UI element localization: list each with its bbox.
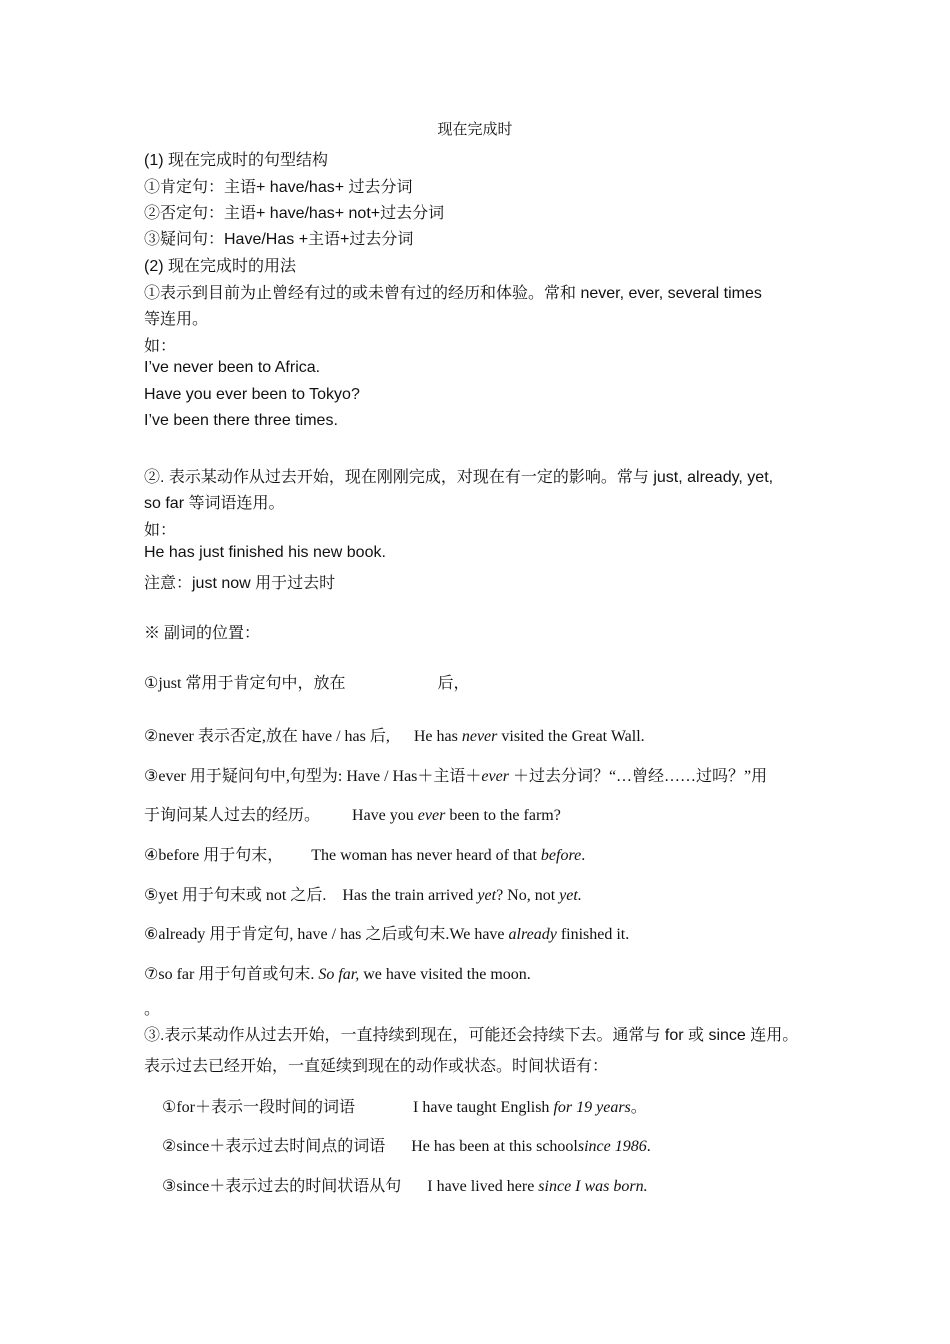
use-1-example-2: Have you ever been to Tokyo?	[144, 386, 360, 403]
negative-structure: ②否定句：主语+ have/has+ not+过去分词	[144, 205, 445, 222]
adverb-ever-example-end: been to the farm?	[445, 807, 561, 824]
question-structure: ③疑问句：Have/Has +主语+过去分词	[144, 231, 414, 248]
use-3-since-point-example-end: .	[646, 1138, 651, 1155]
use-2-text: ②. 表示某动作从过去开始，现在刚刚完成，对现在有一定的影响。常与 just, already, yet,	[144, 469, 774, 486]
adverb-never-keyword: never	[461, 728, 498, 745]
use-2-eg-label: 如：	[144, 522, 177, 539]
adverb-before-example-end: .	[581, 847, 586, 864]
section-1-heading: (1) 现在完成时的句型结构	[144, 152, 329, 169]
adverb-before-keyword: before	[540, 847, 582, 864]
adverb-so-far-keyword: So far,	[318, 966, 360, 983]
adverb-ever	[144, 763, 767, 786]
use-3-since-point-rule: ②since＋表示过去时间点的词语	[162, 1138, 386, 1155]
use-3-since-clause-keyword: since I was born.	[538, 1178, 648, 1195]
use-3-for-example-end: 。	[630, 1099, 647, 1116]
adverb-yet-keyword: yet	[477, 887, 497, 904]
adverb-yet-keyword-2: yet.	[559, 887, 582, 904]
adverb-yet	[144, 882, 582, 905]
adverb-so-far-rule: ⑦so far 用于句首或句末.	[144, 966, 319, 983]
use-3-for-example: I have taught English	[413, 1099, 554, 1116]
adverb-never-rule: ②never 表示否定,放在 have / has 后,	[144, 728, 390, 745]
adverb-never	[144, 723, 645, 746]
use-3-since-point-example: He has been at this school	[411, 1138, 578, 1155]
adverb-never-example-end: visited the Great Wall.	[497, 728, 645, 745]
use-2-example-1: He has just finished his new book.	[144, 544, 386, 561]
adverb-just-tail: 后，	[437, 675, 470, 692]
use-3-text: ③.表示某动作从过去开始，一直持续到现在，可能还会持续下去。通常与 for 或 since 连用。	[144, 1027, 799, 1044]
adverb-just-text: ①just 常用于肯定句中，放在	[144, 675, 346, 692]
use-1-example-1: I’ve never been to Africa.	[144, 359, 321, 376]
adverb-yet-example-mid: ? No, not	[496, 887, 560, 904]
adverb-so-far-example-end: we have visited the moon.	[359, 966, 531, 983]
adverb-never-example: He has	[413, 728, 462, 745]
trailing-period: 。	[144, 1001, 161, 1018]
use-3-since-clause-example: I have lived here	[427, 1178, 539, 1195]
adverb-position-heading: ※ 副词的位置：	[144, 625, 261, 642]
adverb-yet-rule: ⑤yet 用于句末或 not 之后.	[144, 887, 327, 904]
adverb-so-far	[144, 961, 531, 984]
adverb-already-rule: ⑥already 用于肯定句, have / has 之后或句末.We have	[144, 926, 509, 943]
adverb-ever-example: Have you	[352, 807, 418, 824]
adverb-before-example: The woman has never heard of that	[311, 847, 541, 864]
adverb-ever-example-keyword: ever	[417, 807, 446, 824]
affirmative-structure: ①肯定句：主语+ have/has+ 过去分词	[144, 179, 413, 196]
use-1-example-3: I’ve been there three times.	[144, 412, 338, 429]
use-3-for-rule: ①for＋表示一段时间的词语	[162, 1099, 356, 1116]
adverb-already-example-end: finished it.	[556, 926, 630, 943]
adverb-already	[144, 921, 629, 944]
section-2-heading: (2) 现在完成时的用法	[144, 258, 297, 275]
use-3-for-keyword: for 19 years	[553, 1099, 631, 1116]
use-3-since-point	[162, 1133, 651, 1156]
use-3-for	[162, 1094, 647, 1117]
adverb-yet-example: Has the train arrived	[342, 887, 478, 904]
adverb-ever-cont	[144, 802, 561, 825]
adverb-before	[144, 842, 585, 865]
adverb-just	[144, 670, 469, 693]
adverb-ever-rule-cont: 于询问某人过去的经历。	[144, 807, 321, 824]
use-1-eg-label: 如：	[144, 338, 177, 355]
use-1-text-cont: 等连用。	[144, 311, 209, 328]
use-3-since-point-keyword: since 1986	[577, 1138, 647, 1155]
adverb-ever-rule: ③ever 用于疑问句中,句型为: Have / Has＋主语＋	[144, 768, 482, 785]
use-3-since-clause	[162, 1173, 648, 1196]
adverb-before-rule: ④before 用于句末，	[144, 847, 284, 864]
page-title: 现在完成时	[437, 120, 513, 138]
use-3-text-cont: 表示过去已经开始，一直延续到现在的动作或状态。时间状语有：	[144, 1058, 609, 1075]
adverb-already-keyword: already	[508, 926, 557, 943]
use-2-note: 注意：just now 用于过去时	[144, 575, 336, 592]
use-1-text: ①表示到目前为止曾经有过的或未曾有过的经历和体验。常和 never, ever, several times	[144, 285, 762, 302]
adverb-ever-keyword: ever	[481, 768, 509, 785]
adverb-ever-rule-end: ＋过去分词？“…曾经……过吗？”用	[508, 768, 768, 785]
use-2-text-cont: so far 等词语连用。	[144, 495, 285, 512]
use-3-since-clause-rule: ③since＋表示过去的时间状语从句	[162, 1178, 402, 1195]
